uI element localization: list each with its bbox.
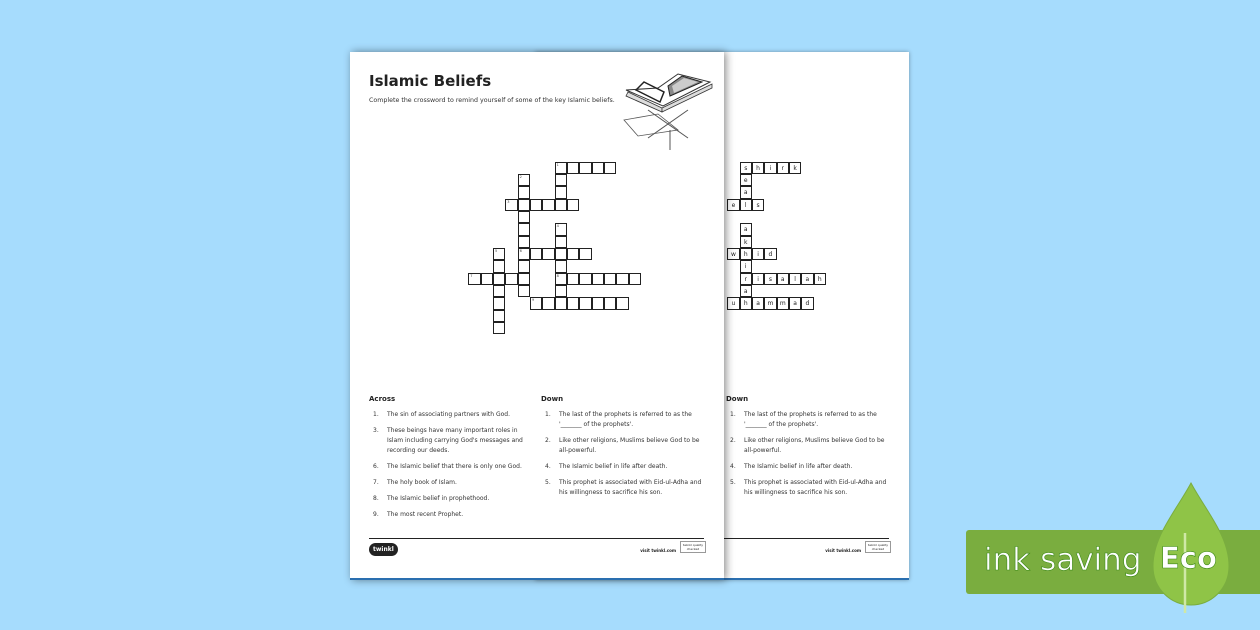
crossword-cell [752, 199, 764, 211]
crossword-cell[interactable] [579, 273, 591, 285]
answer-letter: r [744, 275, 747, 283]
crossword-cell [740, 199, 752, 211]
clue-text: The last of the prophets is referred to as the '_______ of the prophets'. [744, 411, 877, 428]
answer-letter: s [768, 275, 772, 283]
worksheet-preview [350, 52, 724, 580]
crossword-cell[interactable] [518, 260, 530, 272]
clue-text: Like other religions, Muslims believe God to be all-powerful. [559, 437, 700, 454]
answer-letter: h [817, 275, 822, 283]
down-clues [541, 410, 706, 504]
twinkl-logo: twinkl [369, 543, 398, 556]
answer-letter: h [756, 164, 760, 172]
crossword-cell[interactable] [604, 162, 616, 174]
clue-text: This prophet is associated with Eid-ul-Adha and his willingness to sacrifice his son. [559, 479, 702, 496]
answer-letter: h [743, 300, 748, 308]
crossword-cell[interactable] [518, 186, 530, 198]
clue-number: 3. [373, 427, 379, 434]
crossword-cell[interactable] [567, 297, 579, 309]
answer-letter: i [757, 251, 759, 258]
crossword-cell [740, 223, 752, 235]
clue-item [369, 410, 534, 420]
clue-item [726, 462, 891, 472]
clue-number-marker: 9 [531, 298, 535, 303]
answer-letter: u [731, 300, 736, 308]
crossword-cell [740, 260, 752, 272]
answer-letter: l [744, 201, 747, 209]
clue-text: The Islamic belief that there is only one God. [387, 463, 522, 470]
clue-number: 5. [545, 479, 551, 486]
answer-letter: a [743, 226, 748, 234]
crossword-cell[interactable] [604, 297, 616, 309]
crossword-cell [801, 273, 813, 285]
crossword-cell [740, 285, 752, 297]
clue-text: The last of the prophets is referred to as the '_______ of the prophets'. [559, 411, 692, 428]
clue-number-marker: 6 [519, 249, 522, 253]
crossword-cell[interactable] [518, 223, 530, 235]
clue-text: Like other religions, Muslims believe God to be all-powerful. [744, 437, 885, 454]
worksheet-title: Islamic Beliefs [369, 72, 492, 90]
crossword-cell [789, 297, 801, 309]
crossword-cell[interactable] [493, 310, 505, 322]
answer-letter: a [793, 300, 797, 308]
crossword-cell [740, 162, 752, 174]
crossword-cell [752, 162, 764, 174]
answer-letter: r [781, 164, 784, 172]
crossword-cell[interactable] [481, 273, 493, 285]
crossword-cell [814, 273, 826, 285]
crossword-cell[interactable] [493, 260, 505, 272]
clue-text: The holy book of Islam. [387, 479, 457, 486]
crossword-cell[interactable] [555, 223, 567, 235]
clue-item [726, 410, 891, 430]
crossword-cell[interactable] [555, 162, 567, 174]
crossword-cell[interactable] [505, 199, 517, 211]
answer-letter: a [780, 275, 785, 283]
clue-text: The Islamic belief in prophethood. [387, 495, 490, 502]
clue-number: 7. [373, 479, 379, 486]
crossword-cell[interactable] [629, 273, 641, 285]
crossword-cell [764, 162, 776, 174]
down-heading: Down [541, 395, 564, 403]
clue-number: 8. [373, 495, 379, 502]
answer-letter: m [779, 300, 786, 308]
crossword-cell[interactable] [505, 273, 517, 285]
clue-text: The Islamic belief in life after death. [744, 463, 853, 470]
answer-letter: k [793, 164, 797, 172]
clue-number: 4. [545, 463, 551, 470]
clue-text: These beings have many important roles in Islam including carrying God's messages and recording our deeds. [387, 427, 523, 454]
crossword-cell[interactable] [555, 285, 567, 297]
clue-item [369, 510, 534, 520]
answer-letter: i [769, 164, 772, 172]
crossword-cell[interactable] [493, 248, 505, 260]
crossword-cell[interactable] [555, 297, 567, 309]
crossword-cell[interactable] [567, 162, 579, 174]
answer-letter: i [757, 275, 759, 283]
crossword-cell [777, 273, 789, 285]
crossword-cell [740, 248, 752, 260]
crossword-cell[interactable] [592, 162, 604, 174]
clue-text: The most recent Prophet. [387, 511, 464, 518]
crossword-cell[interactable] [567, 248, 579, 260]
crossword-cell [740, 174, 752, 186]
crossword-cell[interactable] [567, 199, 579, 211]
crossword-cell[interactable] [555, 174, 567, 186]
crossword-cell[interactable] [567, 273, 579, 285]
footer-url: visit twinkl.com [640, 548, 676, 553]
crossword-cell [789, 273, 801, 285]
crossword-cell[interactable] [493, 273, 505, 285]
answer-letter: m [767, 300, 774, 308]
crossword-cell[interactable] [579, 162, 591, 174]
answer-letter: a [743, 189, 748, 197]
answer-down-clues [726, 410, 891, 504]
crossword-cell[interactable] [518, 174, 530, 186]
crossword-cell[interactable] [579, 248, 591, 260]
crossword-cell[interactable] [616, 273, 628, 285]
crossword-cell[interactable] [542, 199, 554, 211]
answer-quality-badge: twinkl quality checked [865, 541, 891, 553]
clue-item [369, 462, 534, 472]
clue-number: 2. [730, 437, 736, 444]
clue-number-marker: 4 [556, 224, 559, 229]
clue-number: 1. [730, 411, 736, 418]
crossword-cell[interactable] [542, 248, 554, 260]
answer-letter: e [731, 201, 736, 209]
clue-number: 5. [730, 479, 736, 486]
clue-item [726, 478, 891, 498]
clue-text: This prophet is associated with Eid-ul-Adha and his willingness to sacrifice his son. [744, 479, 887, 496]
clue-item [541, 462, 706, 472]
crossword-cell [740, 297, 752, 309]
answer-letter: k [744, 238, 748, 246]
crossword-cell[interactable] [555, 186, 567, 198]
clue-item [726, 436, 891, 456]
clue-number: 2. [545, 437, 551, 444]
clue-number-marker: 3 [507, 199, 510, 204]
crossword-cell[interactable] [592, 273, 604, 285]
crossword-cell [740, 236, 752, 248]
crossword-cell[interactable] [592, 297, 604, 309]
crossword-cell [727, 297, 739, 309]
clue-number: 1. [373, 411, 379, 418]
eco-badge-label: Eco [1160, 541, 1217, 575]
crossword-cell[interactable] [530, 297, 542, 309]
answer-letter: a [805, 275, 810, 283]
crossword-cell[interactable] [555, 248, 567, 260]
crossword-cell [789, 162, 801, 174]
answer-letter: l [794, 275, 796, 283]
ink-saving-label: ink saving [984, 542, 1142, 578]
crossword-cell [727, 248, 739, 260]
answer-letter: e [743, 177, 748, 185]
clue-item [541, 478, 706, 498]
clue-item [369, 478, 534, 488]
answer-footer-url: visit twinkl.com [825, 548, 861, 553]
clue-item [541, 436, 706, 456]
clue-number: 4. [730, 463, 736, 470]
crossword-cell[interactable] [493, 322, 505, 334]
crossword-cell[interactable] [518, 285, 530, 297]
crossword-cell [740, 273, 752, 285]
crossword-cell[interactable] [518, 273, 530, 285]
crossword-cell[interactable] [530, 248, 542, 260]
clue-number-marker: 5 [494, 249, 498, 253]
clue-number-marker: 8 [556, 273, 559, 278]
crossword-cell [764, 297, 776, 309]
answer-letter: h [743, 251, 748, 258]
crossword-cell[interactable] [555, 260, 567, 272]
crossword-cell[interactable] [530, 199, 542, 211]
crossword-cell[interactable] [555, 199, 567, 211]
crossword-cell [777, 297, 789, 309]
answer-letter: s [756, 201, 760, 209]
answer-letter: i [744, 263, 747, 271]
worksheet-instructions: Complete the crossword to remind yourself of some of the key Islamic beliefs. [369, 97, 615, 104]
crossword-cell [777, 162, 789, 174]
crossword-cell[interactable] [542, 297, 554, 309]
clue-number-marker: 1 [556, 162, 559, 167]
clue-number-marker: 7 [470, 273, 473, 278]
clue-text: The sin of associating partners with God. [387, 411, 511, 418]
crossword-cell [752, 273, 764, 285]
answer-letter: d [768, 251, 773, 258]
clue-number: 1. [545, 411, 551, 418]
clue-item [369, 426, 534, 456]
answer-letter: a [743, 288, 748, 295]
clue-text: The Islamic belief in life after death. [559, 463, 668, 470]
answer-down-heading: Down [726, 395, 749, 403]
clue-item [369, 494, 534, 504]
footer-divider [369, 538, 704, 539]
answer-letter: s [744, 164, 748, 172]
answer-letter: w [730, 251, 736, 258]
crossword-cell [740, 186, 752, 198]
crossword-cell[interactable] [579, 297, 591, 309]
crossword-cell[interactable] [468, 273, 480, 285]
answer-letter: a [756, 300, 760, 308]
crossword-cell [752, 248, 764, 260]
crossword-cell[interactable] [518, 199, 530, 211]
crossword-cell [752, 297, 764, 309]
crossword-cell [727, 199, 739, 211]
crossword-cell[interactable] [493, 297, 505, 309]
quality-badge: twinkl quality checked [680, 541, 706, 553]
clue-number: 9. [373, 511, 379, 518]
across-clues [369, 410, 534, 526]
crossword-cell [801, 297, 813, 309]
crossword-cell [764, 248, 776, 260]
crossword-cell[interactable] [493, 285, 505, 297]
across-heading: Across [369, 395, 396, 403]
crossword-cell[interactable] [555, 236, 567, 248]
quran-on-stand-illustration [618, 70, 718, 154]
crossword-cell[interactable] [604, 273, 616, 285]
crossword-cell [764, 273, 776, 285]
crossword-cell[interactable] [518, 248, 530, 260]
clue-number: 6. [373, 463, 379, 470]
crossword-cell[interactable] [518, 211, 530, 223]
answer-letter: d [805, 300, 810, 308]
crossword-cell[interactable] [616, 297, 628, 309]
clue-item [541, 410, 706, 430]
clue-number-marker: 2 [519, 175, 522, 180]
crossword-cell[interactable] [555, 273, 567, 285]
crossword-cell[interactable] [518, 236, 530, 248]
